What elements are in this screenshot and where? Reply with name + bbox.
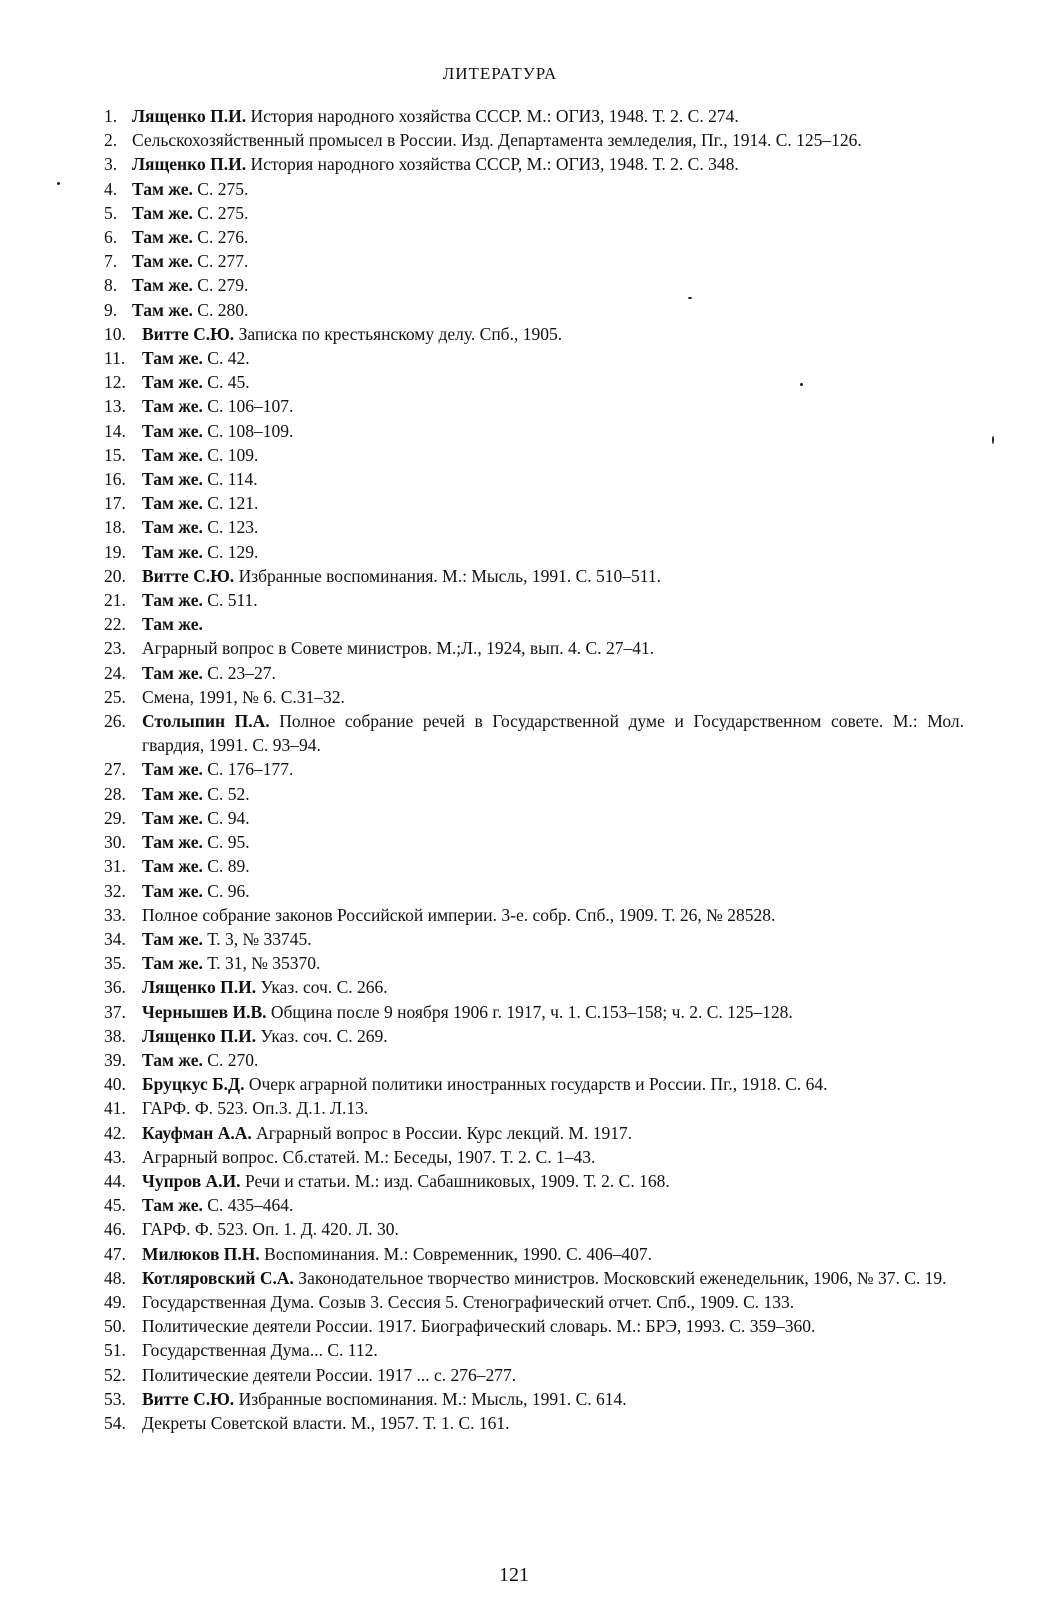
reference-text: С. 106–107. (207, 396, 294, 417)
reference-body (142, 757, 964, 781)
reference-text: С. 45. (207, 372, 250, 393)
reference-number: 52. (104, 1364, 126, 1385)
reference-number: 7. (104, 251, 118, 272)
reference-body (142, 1169, 964, 1193)
reference-text: Аграрный вопрос в России. Курс лекций. М. 1917. (256, 1122, 633, 1143)
reference-body (142, 491, 964, 515)
reference-body (142, 322, 964, 346)
scan-speck (57, 182, 60, 185)
reference-body (132, 298, 964, 322)
reference-body (142, 1145, 964, 1169)
reference-author: Там же. (142, 662, 203, 683)
reference-item (104, 1121, 964, 1145)
reference-author: Там же. (142, 832, 203, 853)
reference-author: Там же. (142, 928, 203, 949)
reference-item (104, 1217, 964, 1241)
reference-number: 34. (104, 928, 126, 949)
reference-number: 27. (104, 759, 126, 780)
reference-number: 24. (104, 662, 126, 683)
reference-number: 51. (104, 1340, 126, 1361)
reference-text: С. 176–177. (207, 759, 294, 780)
reference-number: 42. (104, 1122, 126, 1143)
reference-author: Там же. (142, 880, 203, 901)
reference-author: Там же. (132, 251, 193, 272)
reference-item (104, 1145, 964, 1169)
reference-item (104, 467, 964, 491)
reference-number: 6. (104, 227, 118, 248)
reference-item (104, 201, 964, 225)
reference-text: С. 129. (207, 541, 259, 562)
reference-item (104, 903, 964, 927)
reference-item (104, 1387, 964, 1411)
reference-number: 29. (104, 807, 126, 828)
reference-text: С. 275. (197, 202, 249, 223)
reference-number: 39. (104, 1049, 126, 1070)
reference-item (104, 830, 964, 854)
reference-text: История народного хозяйства СССР. М.: ОГИЗ, 1948. Т. 2. С. 274. (250, 106, 739, 126)
scan-speck (688, 297, 692, 299)
reference-item (104, 370, 964, 394)
reference-item (104, 1266, 964, 1290)
reference-text: Политические деятели России. 1917. Биографический словарь. М.: БРЭ, 1993. С. 359–360. (142, 1316, 816, 1337)
reference-number: 54. (104, 1412, 126, 1433)
reference-body (142, 1000, 964, 1024)
reference-body (142, 879, 964, 903)
reference-item (104, 782, 964, 806)
reference-item (104, 1024, 964, 1048)
reference-number: 41. (104, 1098, 126, 1119)
reference-author: Там же. (142, 783, 203, 804)
reference-item (104, 757, 964, 781)
reference-item (104, 298, 964, 322)
reference-author: Там же. (142, 759, 203, 780)
reference-item (104, 854, 964, 878)
reference-body (142, 854, 964, 878)
scan-speck (992, 436, 994, 444)
reference-item (104, 1048, 964, 1072)
reference-body (142, 346, 964, 370)
reference-text: С. 95. (207, 832, 250, 853)
reference-number: 33. (104, 904, 126, 925)
reference-body (142, 370, 964, 394)
reference-body (142, 685, 964, 709)
reference-body (142, 1121, 964, 1145)
reference-number: 44. (104, 1170, 126, 1191)
reference-text: Сельскохозяйственный промысел в России. Изд. Департамента земледелия, Пг., 1914. С. 125–126. (132, 130, 862, 151)
reference-body (142, 1314, 964, 1338)
reference-number: 37. (104, 1001, 126, 1022)
reference-number: 50. (104, 1316, 126, 1337)
reference-text: Община после 9 ноября 1906 г. 1917, ч. 1. С.153–158; ч. 2. С. 125–128. (270, 1001, 793, 1022)
reference-text: ГАРФ. Ф. 523. Оп. 1. Д. 420. Л. 30. (142, 1219, 399, 1240)
reference-item (104, 419, 964, 443)
reference-body (142, 975, 964, 999)
reference-body (132, 104, 964, 128)
reference-author: Там же. (132, 202, 193, 223)
reference-body (142, 1338, 964, 1362)
reference-text: ГАРФ. Ф. 523. Оп.3. Д.1. Л.13. (142, 1098, 369, 1119)
reference-body (142, 1363, 964, 1387)
reference-text: С. 123. (207, 517, 259, 538)
reference-number: 1. (104, 106, 118, 126)
reference-item (104, 1290, 964, 1314)
reference-text: С. 42. (207, 348, 250, 369)
reference-text: Воспоминания. М.: Современник, 1990. С. 406–407. (264, 1243, 653, 1264)
reference-text: Т. 31, № 35370. (207, 953, 321, 974)
reference-item (104, 1000, 964, 1024)
reference-text: С. 52. (207, 783, 250, 804)
scan-speck (800, 383, 803, 386)
reference-item (104, 1096, 964, 1120)
reference-body (142, 1411, 964, 1435)
reference-body (142, 467, 964, 491)
reference-number: 48. (104, 1267, 126, 1288)
reference-text: Указ. соч. С. 269. (260, 1025, 388, 1046)
reference-number: 16. (104, 469, 126, 490)
reference-author: Там же. (142, 1049, 203, 1070)
reference-text: С. 23–27. (207, 662, 276, 683)
reference-item (104, 636, 964, 660)
reference-text: Очерк аграрной политики иностранных государств и России. Пг., 1918. С. 64. (248, 1074, 828, 1095)
reference-author: Витте С.Ю. (142, 565, 235, 586)
reference-body (142, 709, 964, 757)
reference-body (142, 540, 964, 564)
reference-text: Избранные воспоминания. М.: Мысль, 1991. С. 510–511. (238, 565, 662, 586)
reference-body (142, 1096, 964, 1120)
reference-text: С. 511. (207, 590, 258, 611)
reference-number: 45. (104, 1195, 126, 1216)
reference-author: Там же. (142, 1195, 203, 1216)
reference-number: 40. (104, 1074, 126, 1095)
reference-item (104, 152, 964, 176)
reference-number: 17. (104, 493, 126, 514)
reference-number: 49. (104, 1291, 126, 1312)
reference-number: 25. (104, 686, 126, 707)
reference-author: Витте С.Ю. (142, 323, 235, 344)
reference-item (104, 564, 964, 588)
reference-text: С. 89. (207, 856, 250, 877)
reference-author: Чупров А.И. (142, 1170, 241, 1191)
reference-text: Декреты Советской власти. М., 1957. Т. 1. С. 161. (142, 1412, 510, 1433)
reference-author: Там же. (142, 444, 203, 465)
reference-body (142, 1290, 964, 1314)
reference-number: 43. (104, 1146, 126, 1167)
reference-body (142, 515, 964, 539)
reference-body (142, 588, 964, 612)
reference-author: Витте С.Ю. (142, 1388, 235, 1409)
reference-author: Там же. (142, 420, 203, 441)
reference-text: Смена, 1991, № 6. С.31–32. (142, 686, 345, 707)
reference-author: Там же. (142, 953, 203, 974)
reference-item (104, 661, 964, 685)
reference-author: Милюков П.Н. (142, 1243, 260, 1264)
reference-text: История народного хозяйства СССР, М.: ОГИЗ, 1948. Т. 2. С. 348. (250, 154, 739, 175)
reference-number: 10. (104, 323, 126, 344)
reference-body (142, 1024, 964, 1048)
reference-item (104, 1169, 964, 1193)
reference-body (142, 1242, 964, 1266)
reference-number: 53. (104, 1388, 126, 1409)
reference-number: 8. (104, 275, 118, 296)
reference-number: 47. (104, 1243, 126, 1264)
reference-author: Там же. (142, 807, 203, 828)
reference-text: Государственная Дума. Созыв 3. Сессия 5. Стенографический отчет. Спб., 1909. С. 133. (142, 1291, 795, 1312)
reference-body (132, 225, 964, 249)
reference-number: 3. (104, 154, 118, 175)
reference-author: Бруцкус Б.Д. (142, 1074, 245, 1095)
reference-text: С. 121. (207, 493, 259, 514)
reference-body (142, 806, 964, 830)
reference-number: 12. (104, 372, 126, 393)
reference-number: 28. (104, 783, 126, 804)
reference-text: Государственная Дума... С. 112. (142, 1340, 378, 1361)
reference-body (142, 419, 964, 443)
reference-item (104, 443, 964, 467)
reference-body (142, 1266, 964, 1290)
reference-item (104, 1314, 964, 1338)
reference-body (142, 1193, 964, 1217)
reference-number: 46. (104, 1219, 126, 1240)
reference-text: Законодательное творчество министров. Московский еженедельник, 1906, № 37. С. 19. (298, 1267, 947, 1288)
reference-author: Там же. (132, 227, 193, 248)
reference-text: С. 279. (197, 275, 249, 296)
reference-text: С. 276. (197, 227, 249, 248)
reference-item (104, 346, 964, 370)
reference-body (142, 1217, 964, 1241)
reference-number: 5. (104, 202, 118, 223)
reference-number: 31. (104, 856, 126, 877)
reference-item (104, 273, 964, 297)
reference-item (104, 394, 964, 418)
reference-text: С. 435–464. (207, 1195, 294, 1216)
reference-number: 35. (104, 953, 126, 974)
reference-text: Т. 3, № 33745. (207, 928, 312, 949)
reference-number: 14. (104, 420, 126, 441)
reference-author: Лященко П.И. (142, 1025, 257, 1046)
reference-text: С. 108–109. (207, 420, 294, 441)
reference-body (142, 830, 964, 854)
reference-body (132, 152, 964, 176)
reference-body (142, 443, 964, 467)
reference-number: 11. (104, 348, 126, 369)
reference-author: Там же. (142, 493, 203, 514)
reference-item (104, 177, 964, 201)
reference-text: С. 280. (197, 299, 249, 320)
page-title: ЛИТЕРАТУРА (442, 64, 558, 83)
reference-body (142, 903, 964, 927)
reference-text: С. 275. (197, 178, 249, 199)
reference-author: Там же. (142, 856, 203, 877)
reference-item (104, 1193, 964, 1217)
reference-author: Там же. (142, 517, 203, 538)
reference-body (142, 927, 964, 951)
reference-item (104, 927, 964, 951)
reference-item (104, 685, 964, 709)
reference-number: 32. (104, 880, 126, 901)
reference-number: 19. (104, 541, 126, 562)
reference-text: Полное собрание законов Российской империи. 3-е. собр. Спб., 1909. Т. 26, № 28528. (142, 904, 776, 925)
reference-text: Аграрный вопрос. Сб.статей. М.: Беседы, 1907. Т. 2. С. 1–43. (142, 1146, 596, 1167)
reference-item (104, 322, 964, 346)
reference-author: Там же. (142, 541, 203, 562)
reference-body (142, 612, 964, 636)
reference-body (132, 201, 964, 225)
reference-item (104, 588, 964, 612)
reference-text: Указ. соч. С. 266. (260, 977, 388, 998)
reference-author: Там же. (142, 469, 203, 490)
reference-author: Там же. (142, 372, 203, 393)
reference-text: С. 94. (207, 807, 250, 828)
reference-number: 26. (104, 711, 126, 732)
reference-item (104, 1242, 964, 1266)
reference-item (104, 515, 964, 539)
reference-text: С. 114. (207, 469, 258, 490)
reference-author: Кауфман А.А. (142, 1122, 252, 1143)
reference-number: 15. (104, 444, 126, 465)
reference-item (104, 612, 964, 636)
reference-text: Записка по крестьянскому делу. Спб., 1905. (238, 323, 563, 344)
reference-number: 23. (104, 638, 126, 659)
reference-number: 21. (104, 590, 126, 611)
reference-body (132, 273, 964, 297)
reference-number: 4. (104, 178, 118, 199)
reference-item (104, 491, 964, 515)
reference-author: Там же. (132, 275, 193, 296)
reference-body (142, 636, 964, 660)
reference-body (142, 1072, 964, 1096)
reference-body (142, 564, 964, 588)
reference-text: Избранные воспоминания. М.: Мысль, 1991. С. 614. (238, 1388, 627, 1409)
reference-item (104, 1072, 964, 1096)
reference-text: Политические деятели России. 1917 ... с. 276–277. (142, 1364, 517, 1385)
reference-text: Аграрный вопрос в Совете министров. М.;Л., 1924, вып. 4. С. 27–41. (142, 638, 655, 659)
reference-item (104, 951, 964, 975)
reference-number: 30. (104, 832, 126, 853)
reference-text: С. 96. (207, 880, 250, 901)
reference-number: 9. (104, 299, 118, 320)
reference-number: 13. (104, 396, 126, 417)
reference-item (104, 104, 964, 128)
reference-item (104, 128, 964, 152)
reference-author: Там же. (142, 590, 203, 611)
reference-text: С. 270. (207, 1049, 259, 1070)
reference-author: Там же. (142, 396, 203, 417)
reference-item (104, 709, 964, 757)
reference-author: Там же. (132, 178, 193, 199)
reference-body (142, 394, 964, 418)
reference-number: 22. (104, 614, 126, 635)
reference-body (142, 782, 964, 806)
reference-item (104, 540, 964, 564)
reference-text: С. 109. (207, 444, 259, 465)
reference-body (132, 128, 964, 152)
reference-body (142, 661, 964, 685)
reference-number: 36. (104, 977, 126, 998)
reference-body (142, 1048, 964, 1072)
reference-item (104, 1363, 964, 1387)
reference-number: 18. (104, 517, 126, 538)
reference-body (132, 177, 964, 201)
reference-author: Столыпин П.А. (142, 711, 270, 732)
reference-body (142, 951, 964, 975)
page-number: 121 (499, 1564, 529, 1586)
reference-number: 2. (104, 130, 118, 151)
reference-item (104, 1411, 964, 1435)
reference-number: 38. (104, 1025, 126, 1046)
reference-text: Речи и статьи. М.: изд. Сабашниковых, 1909. Т. 2. С. 168. (244, 1170, 670, 1191)
reference-author: Там же. (142, 348, 203, 369)
reference-text: С. 277. (197, 251, 249, 272)
reference-author: Лященко П.И. (132, 154, 247, 175)
reference-author: Лященко П.И. (132, 106, 247, 126)
reference-author: Там же. (132, 299, 193, 320)
reference-item (104, 806, 964, 830)
reference-author: Там же. (142, 614, 203, 635)
reference-author: Лященко П.И. (142, 977, 257, 998)
reference-item (104, 1338, 964, 1362)
reference-item (104, 975, 964, 999)
reference-item (104, 879, 964, 903)
reference-item (104, 249, 964, 273)
reference-number: 20. (104, 565, 126, 586)
reference-text: Полное собрание речей в Государственной думе и Государственном совете. М.: Мол. гвардия, 1991. С. 93–94. (142, 711, 965, 756)
reference-item (104, 225, 964, 249)
reference-body (132, 249, 964, 273)
reference-list (104, 104, 964, 1435)
reference-author: Чернышев И.В. (142, 1001, 267, 1022)
reference-author: Котляровский С.А. (142, 1267, 294, 1288)
reference-body (142, 1387, 964, 1411)
